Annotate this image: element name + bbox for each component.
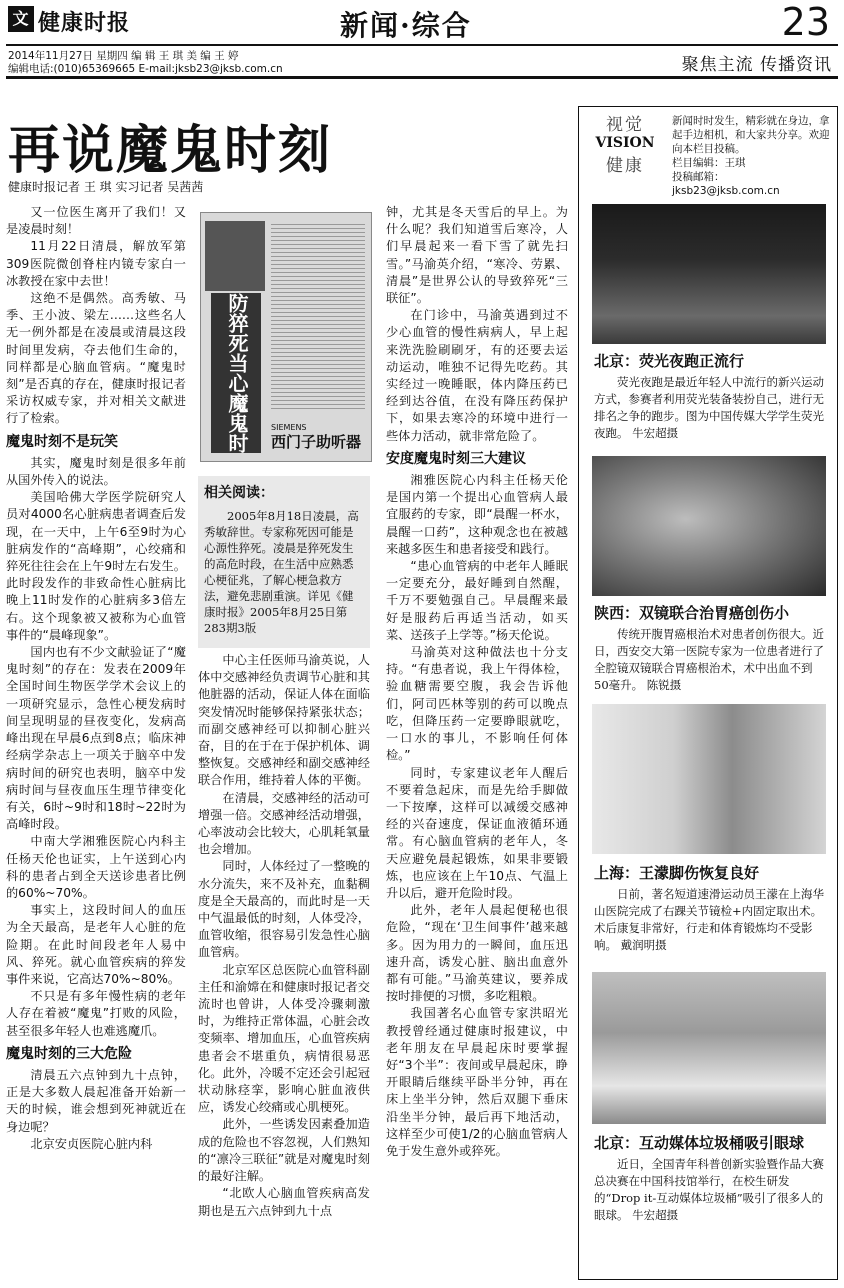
photo-surgery: [592, 456, 826, 596]
issue-meta: 2014年11月27日 星期四 编 辑 王 琪 美 编 王 婷: [8, 50, 239, 62]
paragraph: 北京军区总医院心血管科副主任和渝嫦在和健康时报记者交流时也曾讲，人体受冷骤刺激时，为维持正常体温，心脏会改变频率、增加血压，心血管疾病患者会不堪重负，病情很易恶化。此外，冷暖不定还会引起冠状动脉痉挛，影响心脏血液供应，诱发心绞痛或心肌梗死。: [198, 962, 370, 1115]
slogan: 聚焦主流 传播资讯: [681, 55, 832, 75]
vision-logo: 视觉 VISION 健康: [595, 115, 655, 176]
clipping-ad: SIEMENS 西门子助听器: [271, 423, 362, 451]
newspaper-clipping-image: [177, 212, 372, 462]
top-rule: [6, 44, 838, 46]
paragraph: 在清晨，交感神经的活动可增强一倍。交感神经活动增强，心率波动会比较大，心肌耗氧量也会增加。: [198, 790, 370, 857]
article-column-2: [198, 652, 370, 1280]
paragraph: 马渝英对这种做法也十分支持。“有患者说，我上午得体检，验血糖需要空腹，我会告诉他们，阿司匹林等别的药可以晚点吃，但降压药一定要睁眼就吃，一口水的事儿，不影响任何体检。”: [386, 645, 568, 763]
paragraph: 中心主任医师马渝英说，人体中交感神经负责调节心脏和其他脏器的活动，保证人体在面临突发情况时能够保持紧张状态；而副交感神经可以抑制心脏兴奋，目的在于在于保护机体、调整恢复。交感神经和副交感神经联合作用，维持着人体的平衡。: [198, 653, 370, 788]
clipping-photo: [205, 221, 265, 291]
paragraph: 中南大学湘雅医院心内科主任杨天伦也证实，上午送到心内科的患者占到全天送诊患者比例的60%~70%。: [6, 834, 186, 900]
photo-interactive-bin: [592, 972, 826, 1124]
article-column-1: [6, 204, 186, 1280]
newspaper-logo: 文 健康时报: [8, 6, 148, 36]
paragraph: 我国著名心血管专家洪昭光教授曾经通过健康时报建议，中老年朋友在早晨起床时要掌握好“3个半”：夜间或早晨起床，睁开眼睛后继续平卧半分钟，再在床上坐半分钟，然后双腿下垂床沿坐半分钟，最后再下地活动，这样至少可使1/2的心脑血管病人免于发生意外或猝死。: [386, 1006, 568, 1158]
paragraph: 这绝不是偶然。高秀敏、马季、王小波、梁左……这些名人无一例外都是在凌晨或清晨这段时间里发病，夺去他们生命的，同样都是心脑血管病。“魔鬼时刻”是否真的存在，健康时报记者采访权威专家，并对相关文献进行了检索。: [6, 291, 186, 426]
story-headline: 陕西：双镜联合治胃癌创伤小: [594, 604, 790, 622]
story-body: 日前，著名短道速滑运动员王濛在上海华山医院完成了右踝关节镜检+内固定取出术。术后康复非常好，行走和体育锻炼均不受影响。 戴润明摄: [594, 887, 824, 952]
contact-meta: 编辑电话:(010)65369665 E-mail:jksb23@jksb.com.cn: [8, 63, 283, 75]
clipping-text-lines: [271, 221, 365, 411]
vision-description: 新闻时时发生，精彩就在身边，拿起手边相机，和大家共分享。欢迎向本栏目投稿。 栏目编辑：王琪 投稿邮箱：jksb23@jksb.com.cn: [672, 115, 830, 197]
paragraph: 在门诊中，马渝英遇到过不少心血管的慢性病病人，早上起来洗洗脸刷刷牙，有的还要去运动运动，唯独不记得先吃药。其实经过一晚睡眠，体内降压药已经到达谷值，在没有降压药保护下，如果去寒冷的环境中进行一些体力活动，就非常危险了。: [386, 308, 568, 443]
paragraph: 美国哈佛大学医学院研究人员对4000名心脏病患者调查后发现，在一天中，上午6至9时为心脏病发作的“高峰期”，心绞痛和猝死往往会在上午9时左右发生。此时段发作的非致命性心脏病比晚上11时发作的心脏病多3倍左右。这个现象被又被称为心血管事件的“晨峰现象”。: [6, 490, 186, 642]
clipping-headline: 防猝死当心魔鬼时刻: [211, 293, 261, 453]
paragraph: “北欧人心脑血管疾病高发期也是五六点钟到九十点: [198, 1186, 370, 1218]
story-headline: 北京：互动媒体垃圾桶吸引眼球: [594, 1134, 805, 1152]
subheading: 魔鬼时刻不是玩笑: [6, 433, 118, 450]
paragraph: 此外，一些诱发因素叠加造成的危险也不容忽视，人们熟知的“凛冷三联征”就是对魔鬼时刻的最好注解。: [198, 1117, 370, 1184]
paragraph: 钟，尤其是冬天雪后的早上。为什么呢？我们知道雪后寒冷，人们早晨起来一看下雪了就先扫雪。”马渝英介绍，“寒冷、劳累、清晨”是世界公认的导致猝死“三联征”。: [386, 205, 568, 306]
story-headline: 上海：王濛脚伤恢复良好: [594, 864, 760, 882]
paragraph: 不只是有多年慢性病的老年人存在着被“魔鬼”打败的风险，甚至很多年轻人也难逃魔爪。: [6, 989, 186, 1038]
related-reading-box: [198, 476, 370, 648]
paragraph: 国内也有不少文献验证了“魔鬼时刻”的存在：发表在2009年全国时间生物医学学术会议上的一项研究显示，急性心梗发病时间呈现明显的昼夜变化，发病高峰出现在早晨6点到8点；临床神经病学杂志上一项关于脑卒中发病时间的研究也表明，脑卒中发病时间与昼夜血压生理节律变化有关，6时~9时和18时~22时为高峰时段。: [6, 645, 186, 832]
article-column-3: [386, 204, 568, 1280]
paragraph: 11月22日清晨，解放军第309医院微创脊柱内镜专家白一冰教授在家中去世！: [6, 239, 186, 288]
related-title: 相关阅读：: [204, 485, 274, 501]
section-title: 新闻·综合: [340, 9, 472, 42]
page-number: 23: [781, 0, 830, 44]
subheading: 魔鬼时刻的三大危险: [6, 1045, 132, 1062]
story-body: 近日，全国青年科普创新实验暨作品大赛总决赛在中国科技馆举行，在校生研发的“Drop it-互动媒体垃圾桶”吸引了很多人的眼球。 牛宏超摄: [594, 1157, 824, 1222]
story-body: 荧光夜跑是最近年轻人中流行的新兴运动方式，参赛者利用荧光装备装扮自己，进行无排名之争的跑步。图为中国传媒大学学生荧光夜跑。 牛宏超摄: [594, 375, 824, 440]
paragraph: 同时，人体经过了一整晚的水分流失，来不及补充，血黏稠度是全天最高的，而此时是一天中气温最低的时刻，人体受冷，血管收缩，很容易引发急性心脑血管病。: [198, 859, 370, 960]
paragraph: 同时，专家建议老年人醒后不要着急起床，而是先给手脚做一下按摩，这样可以减缓交感神经的兴奋速度，保证血液循环通常。有心脑血管病的老年人，冬天应避免晨起锻炼，如果非要锻炼，也应该在上午10点、气温上升以后，避开危险时段。: [386, 765, 568, 900]
story-body: 传统开腹胃癌根治术对患者创伤很大。近日，西安交大第一医院专家为一位患者进行了全腔镜双镜联合胃癌根治术，术中出血不到50毫升。 陈锐摄: [594, 627, 824, 692]
related-body: 2005年8月18日凌晨，高秀敏辞世。专家称死因可能是心源性猝死。凌晨是猝死发生的高危时段，在生活中应熟悉心梗征兆，了解心梗急救方法，避免悲剧重演。详见《健康时报》2005年8月25日第283期3版: [204, 509, 359, 635]
paragraph: 湘雅医院心内科主任杨天伦是国内第一个提出心血管病人最宜服药的专家，即“晨醒一杯水，晨醒一口药”，这种观念也在被越来越多医生和患者接受和践行。: [386, 473, 568, 556]
paragraph: “患心血管病的中老年人睡眠一定要充分，最好睡到自然醒，千万不要勉强自己。早晨醒来最好是服药后再适当活动，如买菜、送孩子上学等。”杨天伦说。: [386, 559, 568, 642]
paragraph: 事实上，这段时间人的血压为全天最高，是老年人心脏的危险期。在此时间段老年人易中风、猝死。就心血管疾病的猝发事件来说，它高达70%~80%。: [6, 903, 186, 986]
paragraph: 北京安贞医院心脏内科: [30, 1136, 153, 1151]
article-headline: 再说魔鬼时刻: [8, 120, 333, 181]
article-byline: 健康时报记者 王 琪 实习记者 吴茜茜: [8, 180, 204, 194]
paragraph: 此外，老年人晨起便秘也很危险，“现在‘卫生间事件’越来越多。因为用力的一瞬间，血压迅速升高，诱发心脏、脑出血意外都有可能。”马渝英建议，要养成按时排便的习惯，多吃粗粮。: [386, 903, 568, 1004]
subheading: 安度魔鬼时刻三大建议: [386, 450, 526, 467]
header-rule: [6, 76, 838, 79]
photo-wang-meng: [592, 704, 826, 854]
paragraph: 其实，魔鬼时刻是很多年前从国外传入的说法。: [6, 455, 186, 488]
paragraph: 又一位医生离开了我们！又是凌晨时刻！: [6, 205, 186, 237]
photo-night-run: [592, 204, 826, 344]
story-headline: 北京：荧光夜跑正流行: [594, 352, 745, 370]
paragraph: 清晨五六点钟到九十点钟，正是大多数人晨起准备开始新一天的时候，谁会想到死神就近在身边呢？: [6, 1067, 186, 1134]
